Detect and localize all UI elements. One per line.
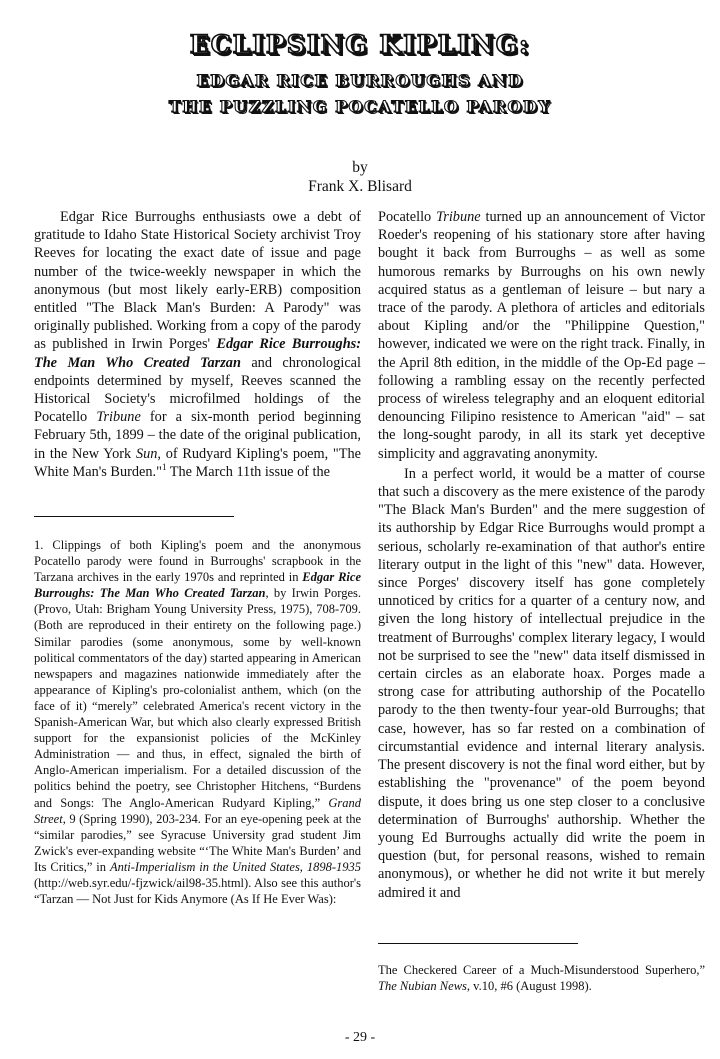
text-run: 1. Clippings of both Kipling's poem and the anonymous Pocatello parody were found in Burroughs' scrapbook in the Tarzana archives in the early 1970s and reprinted in <box>34 538 361 585</box>
article-title: ECLIPSING KIPLING: <box>189 30 531 59</box>
text-run: for a six-month period beginning February 5th, 1899 – the date of the original publication, in the New York <box>34 409 362 462</box>
text-run: (http://web.syr.edu/-fjzwick/ail98-35.html). Also see this author's “Tarzan — Not Just for Kids Anymore (As If He Ever Was): <box>34 875 361 907</box>
footnote-marker: 1 <box>161 462 167 473</box>
right-paragraph-1 <box>378 208 705 463</box>
text-run: and chronological endpoints determined by myself, Reeves scanned the Historical Society's microfilmed holdings of the Pocatello <box>34 354 361 426</box>
website-title: Anti-Imperialism in the United States, 1898-1935 <box>109 859 361 874</box>
footnote-continuation <box>378 962 705 994</box>
left-paragraph-1 <box>34 208 361 481</box>
text-run: The Checkered Career of a Much-Misunderstood Superhero,” <box>378 963 705 977</box>
newspaper-name: Tribune <box>436 209 481 225</box>
byline <box>0 158 720 196</box>
article-subtitle-line1: EDGAR RICE BURROUGHS AND <box>196 71 524 90</box>
text-run: , v.10, #6 (August 1998). <box>466 979 592 994</box>
book-title: Edgar Rice Burroughs: The Man Who Created Tarzan <box>34 336 361 371</box>
byline-by: by <box>352 159 368 176</box>
page-number: - 29 - <box>344 1030 376 1045</box>
left-column <box>34 208 361 481</box>
article-header <box>0 0 720 196</box>
book-title: Edgar Rice Burroughs: The Man Who Created Tarzan <box>34 570 361 601</box>
newspaper-name: Tribune <box>96 409 141 426</box>
text-run: , 9 (Spring 1990), 203-234. For an eye-opening peek at the “similar parodies,” see Syracuse University grad student Jim Zwick's ever-expanding website “‘The White Man's Burden’ and Its Critics,” in <box>34 811 361 874</box>
footnote-1 <box>34 537 361 907</box>
text-run: turned up an announcement of Victor Roeder's reopening of his stationary store after having bought it back from Burroughs – as well as some humorous remarks by Burroughs on his own newly acquired status as a gentleman of leisure – but nary a trace of the parody. A plethora of articles and editorials about Kipling and/or the "Philippine Question," however, indicated we were on the right track. Finally, in the April 8th edition, in the middle of the Op-Ed page – following a rambling essay on the recently perfected process of wireless telegraphy and an eloquent editorial denouncing Filipino resistence to American "aid" – sat the long-sought parody, in all its stark yet deceptive simplicity and aggravating anonymity. <box>378 209 705 462</box>
byline-author: Frank X. Blisard <box>308 178 412 195</box>
right-paragraph-2: In a perfect world, it would be a matter of course that such a discovery as the mere existence of the parody "The Black Man's Burden" and the mere suggestion of its authorship by Edgar Rice Burroughs would prompt a serious, scholarly re-examination of that author's entire literary output in the light of this "new" data. However, since Porges' discovery itself has gone completely unnoticed by critics for a quarter of a century now, and given the long history of intellectual prejudice in the treatment of Burroughs' complex literary legacy, I would not be surprised to see the "new" data itself dismissed in certain circles as an elaborate hoax. Porges made a strong case for attributing authorship of the Pocatello parody to the then twenty-four year-old Burroughs; that case, however, has so far rested on a combination of circumstantial evidence and internal literary analysis. The present discovery is not the final word either, but by establishing the "provenance" of the poem beyond dispute, it does bring us one step closer to a conclusive determination of Burroughs' authorship. Whether the young Ed Burroughs actually did write the poem in question (but, for personal reasons, wished to remain anonymous), or whether he did not write it but merely admired it and <box>378 465 705 901</box>
right-column <box>378 208 705 902</box>
footnote-divider <box>378 943 578 944</box>
journal-name: Grand Street <box>34 795 361 826</box>
article-subtitle-line2: THE PUZZLING POCATELLO PARODY <box>168 97 552 116</box>
text-run: Edgar Rice Burroughs enthusiasts owe a debt of gratitude to Idaho State Historical Society archivist Troy Reeves for locating the exact date of issue and page number of the twice-weekly newspaper in which the anonymous (but most likely early-ERB) composition entitled "The Black Man's Burden: A Parody" was originally published. Working from a copy of the parody as published in Irwin Porges' <box>34 209 361 353</box>
text-run: Pocatello <box>378 209 437 225</box>
text-run: The March 11th issue of the <box>166 463 331 480</box>
text-run: , of Rudyard Kipling's poem, "The White Man's Burden." <box>34 445 361 480</box>
newspaper-name: Sun <box>135 445 158 462</box>
text-run: , by Irwin Porges. (Provo, Utah: Brigham Young University Press, 1975), 708-709. (Both are reproduced in their entirety on the following page.) Similar parodies (some anonymous, some by well-known political commentators of the day) started appearing in American newspapers and magazines nationwide immediately after the appearance of Kipling's pro-colonialist anthem, which (on the face of it) “merely” celebrated America's recent victory in the Spanish-American War, but which also clearly expressed British support for the expansionist policies of the McKinley Administration — and thus, in effect, signaled the birth of Anglo-American imperialism. For a detailed discussion of the politics behind the poetry, see Christopher Hitchens, “Burdens and Songs: The Anglo-American Rudyard Kipling,” <box>34 586 361 810</box>
journal-name: The Nubian News <box>378 979 467 994</box>
footnote-divider <box>34 516 234 517</box>
